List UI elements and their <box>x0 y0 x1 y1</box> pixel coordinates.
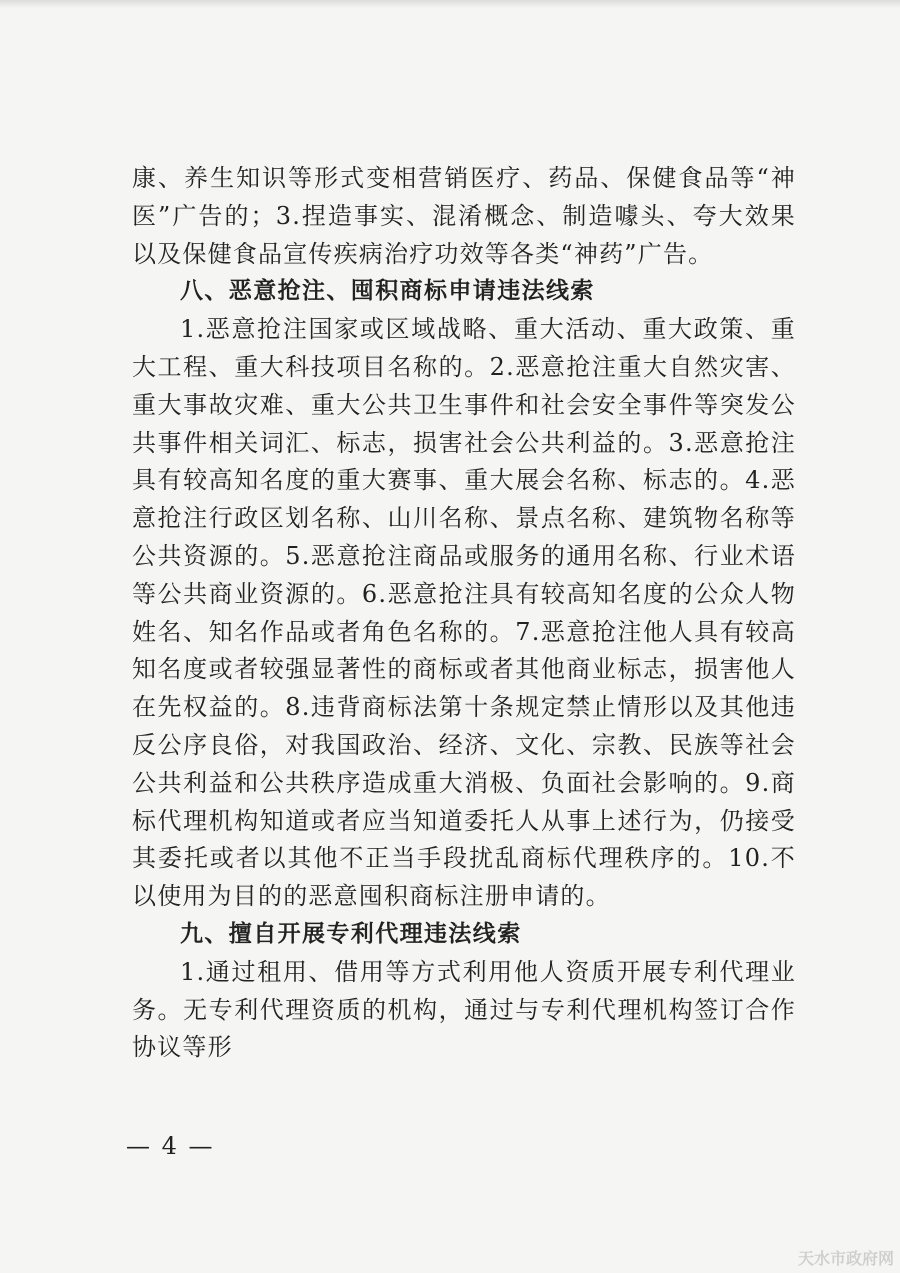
paragraph-section-9: 1.通过租用、借用等方式利用他人资质开展专利代理业务。无专利代理资质的机构，通过与专利代理机构签订合作协议等形 <box>132 957 796 1062</box>
paragraph-section-8: 1.恶意抢注国家或区域战略、重大活动、重大政策、重大工程、重大科技项目名称的。2.恶意抢注重大自然灾害、重大事故灾难、重大公共卫生事件和社会安全事件等突发公共事件相关词汇、标志，损害社会公共利益的。3.恶意抢注具有较高知名度的重大赛事、重大展会名称、标志的。4.恶意抢注行政区划名称、山川名称、景点名称、建筑物名称等公共资源的。5.恶意抢注商品或服务的通用名称、行业术语等公共商业资源的。6.恶意抢注具有较高知名度的公众人物姓名、知名作品或者角色名称的。7.恶意抢注他人具有较高知名度或者较强显著性的商标或者其他商业标志，损害他人在先权益的。8.违背商标法第十条规定禁止情形以及其他违反公序良俗，对我国政治、经济、文化、宗教、民族等社会公共利益和公共秩序造成重大消极、负面社会影响的。9.商标代理机构知道或者应当知道委托人从事上述行为，仍接受其委托或者以其他不正当手段扰乱商标代理秩序的。10.不以使用为目的的恶意囤积商标注册申请的。 <box>132 315 796 911</box>
section-heading-9: 九、擅自开展专利代理违法线索 <box>180 920 522 947</box>
section-heading-8: 八、恶意抢注、囤积商标申请违法线索 <box>180 278 595 305</box>
site-watermark: 天水市政府网 <box>797 1249 894 1268</box>
page-number: — 4 — <box>126 1132 215 1160</box>
scan-edge <box>0 0 900 8</box>
paragraph-continuation: 康、养生知识等形式变相营销医疗、药品、保健食品等“神医”广告的；3.捏造事实、混淆概念、制造噱头、夸大效果以及保健食品宣传疾病治疗功效等各类“神药”广告。 <box>132 164 796 268</box>
document-body <box>132 160 796 1067</box>
